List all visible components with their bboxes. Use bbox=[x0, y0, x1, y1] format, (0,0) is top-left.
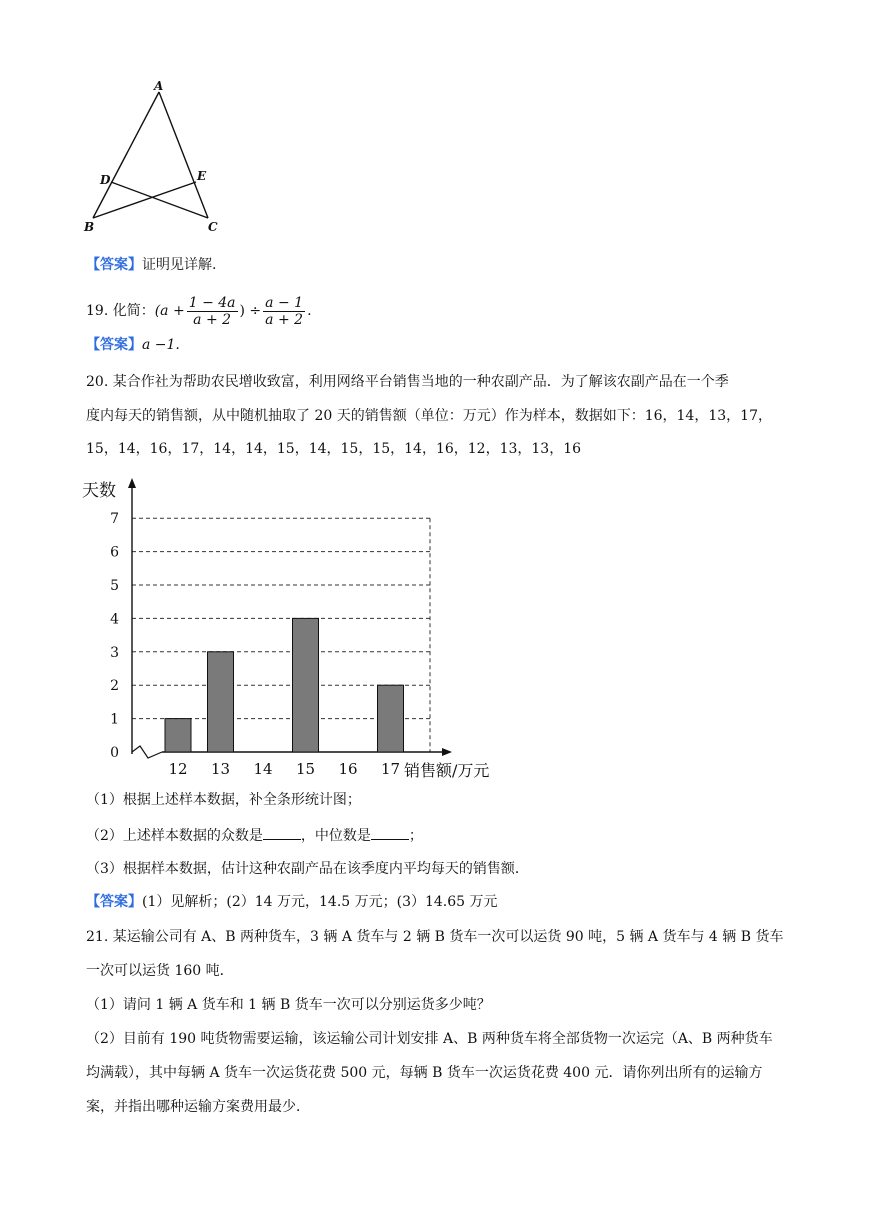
fraction-2-numerator: a − 1 bbox=[265, 294, 304, 311]
fraction-1-denominator: a + 2 bbox=[193, 311, 232, 328]
vertex-label-c: C bbox=[208, 220, 218, 234]
q21-line-2: 一次可以运货 160 吨． bbox=[86, 963, 234, 979]
q20-sub-2 bbox=[86, 825, 423, 846]
median-blank bbox=[371, 825, 409, 840]
x-tick-label: 17 bbox=[380, 760, 401, 778]
q20-line-3: 15，14，16，17，14，14，15，14，15，15，14，16，12，13，13，16 bbox=[86, 441, 582, 457]
q20-sub-1: （1）根据上述样本数据，补全条形统计图； bbox=[86, 792, 361, 808]
q21-sub-2-line-2: 均满载），其中每辆 A 货车一次运货花费 500 元，每辆 B 货车一次运货花费 400 元．请你列出所有的运输方 bbox=[86, 1065, 763, 1081]
y-tick-label: 3 bbox=[110, 644, 119, 661]
answer-tag: 【答案】 bbox=[86, 894, 142, 910]
fraction-2 bbox=[263, 295, 305, 328]
y-tick-label: 7 bbox=[110, 511, 119, 528]
segment-cd bbox=[111, 182, 208, 218]
answer-text: 证明见详解. bbox=[142, 257, 217, 273]
expr-close: ) ÷ bbox=[239, 303, 262, 319]
triangle-figure bbox=[80, 78, 230, 238]
q20-line-1 bbox=[86, 372, 729, 392]
x-tick-label: 15 bbox=[295, 760, 316, 778]
x-tick-label: 16 bbox=[338, 760, 358, 778]
x-axis-arrow bbox=[442, 748, 452, 756]
q21-sub-1: （1）请问 1 辆 A 货车和 1 辆 B 货车一次可以分别运货多少吨？ bbox=[86, 997, 491, 1013]
bar-chart bbox=[70, 470, 510, 785]
bar-12 bbox=[165, 719, 191, 752]
expr-open: (a + bbox=[154, 303, 185, 319]
x-tick-label: 12 bbox=[168, 760, 188, 778]
q19-answer bbox=[86, 335, 180, 355]
bar-15 bbox=[293, 618, 319, 752]
mode-blank bbox=[263, 825, 301, 840]
q20-line-2: 度内每天的销售额，从中随机抽取了 20 天的销售额（单位：万元）作为样本，数据如下：16，14，13，17， bbox=[86, 408, 772, 424]
y-tick-label: 0 bbox=[110, 745, 119, 761]
q21-line-1 bbox=[86, 927, 783, 947]
sub2-text-c: ； bbox=[408, 828, 423, 844]
y-tick-label: 1 bbox=[110, 711, 119, 728]
vertex-label-e: E bbox=[197, 169, 207, 183]
q21-sub-2-line-1: （2）目前有 190 吨货物需要运输，该运输公司计划安排 A、B 两种货车将全部货物一次运完（A、B 两种货车 bbox=[86, 1031, 773, 1047]
sub2-text-b: ，中位数是 bbox=[300, 828, 371, 844]
q20-answer bbox=[86, 892, 498, 912]
question-number: 19. bbox=[86, 303, 109, 319]
y-axis-arrow bbox=[128, 478, 136, 488]
x-axis-label: 销售额/万元 bbox=[404, 761, 490, 780]
axis-break-icon bbox=[132, 746, 162, 758]
y-tick-label: 4 bbox=[110, 611, 119, 628]
x-tick-label: 14 bbox=[253, 760, 273, 778]
fraction-2-denominator: a + 2 bbox=[265, 311, 304, 328]
q20-sub-3: （3）根据样本数据，估计这种农副产品在该季度内平均每天的销售额． bbox=[86, 861, 529, 877]
y-tick-label: 6 bbox=[110, 544, 119, 561]
question-number: 20. bbox=[86, 374, 109, 390]
question-text: 某合作社为帮助农民增收致富，利用网络平台销售当地的一种农副产品．为了解该农副产品在一个季 bbox=[112, 374, 729, 390]
segment-ac bbox=[159, 92, 208, 218]
answer-text: (1）见解析；(2）14 万元，14.5 万元；(3）14.65 万元 bbox=[142, 894, 498, 910]
vertex-label-d: D bbox=[100, 173, 111, 187]
q21-sub-2-line-3: 案，并指出哪种运输方案费用最少． bbox=[86, 1099, 310, 1115]
sub2-text-a: （2）上述样本数据的众数是 bbox=[86, 828, 263, 844]
expr-end: . bbox=[307, 303, 312, 319]
answer-text: a −1. bbox=[142, 337, 180, 353]
q19-question bbox=[86, 293, 312, 329]
bar-13 bbox=[208, 652, 234, 752]
answer-tag: 【答案】 bbox=[86, 337, 142, 353]
fraction-1-numerator: 1 − 4a bbox=[188, 294, 236, 311]
y-axis-label: 天数 bbox=[82, 481, 116, 501]
q18-answer bbox=[86, 255, 216, 275]
question-number: 21. bbox=[86, 929, 109, 945]
vertex-label-a: A bbox=[154, 79, 164, 93]
x-tick-label: 13 bbox=[210, 760, 231, 778]
bar-17 bbox=[378, 685, 404, 752]
fraction-1 bbox=[187, 295, 238, 328]
vertex-label-b: B bbox=[84, 220, 95, 234]
question-prompt: 化简： bbox=[112, 303, 155, 319]
y-tick-label: 2 bbox=[110, 678, 119, 695]
answer-tag: 【答案】 bbox=[86, 257, 142, 273]
y-tick-label: 5 bbox=[110, 578, 119, 594]
question-text: 某运输公司有 A、B 两种货车，3 辆 A 货车与 2 辆 B 货车一次可以运货 90 吨，5 辆 A 货车与 4 辆 B 货车 bbox=[112, 929, 784, 945]
